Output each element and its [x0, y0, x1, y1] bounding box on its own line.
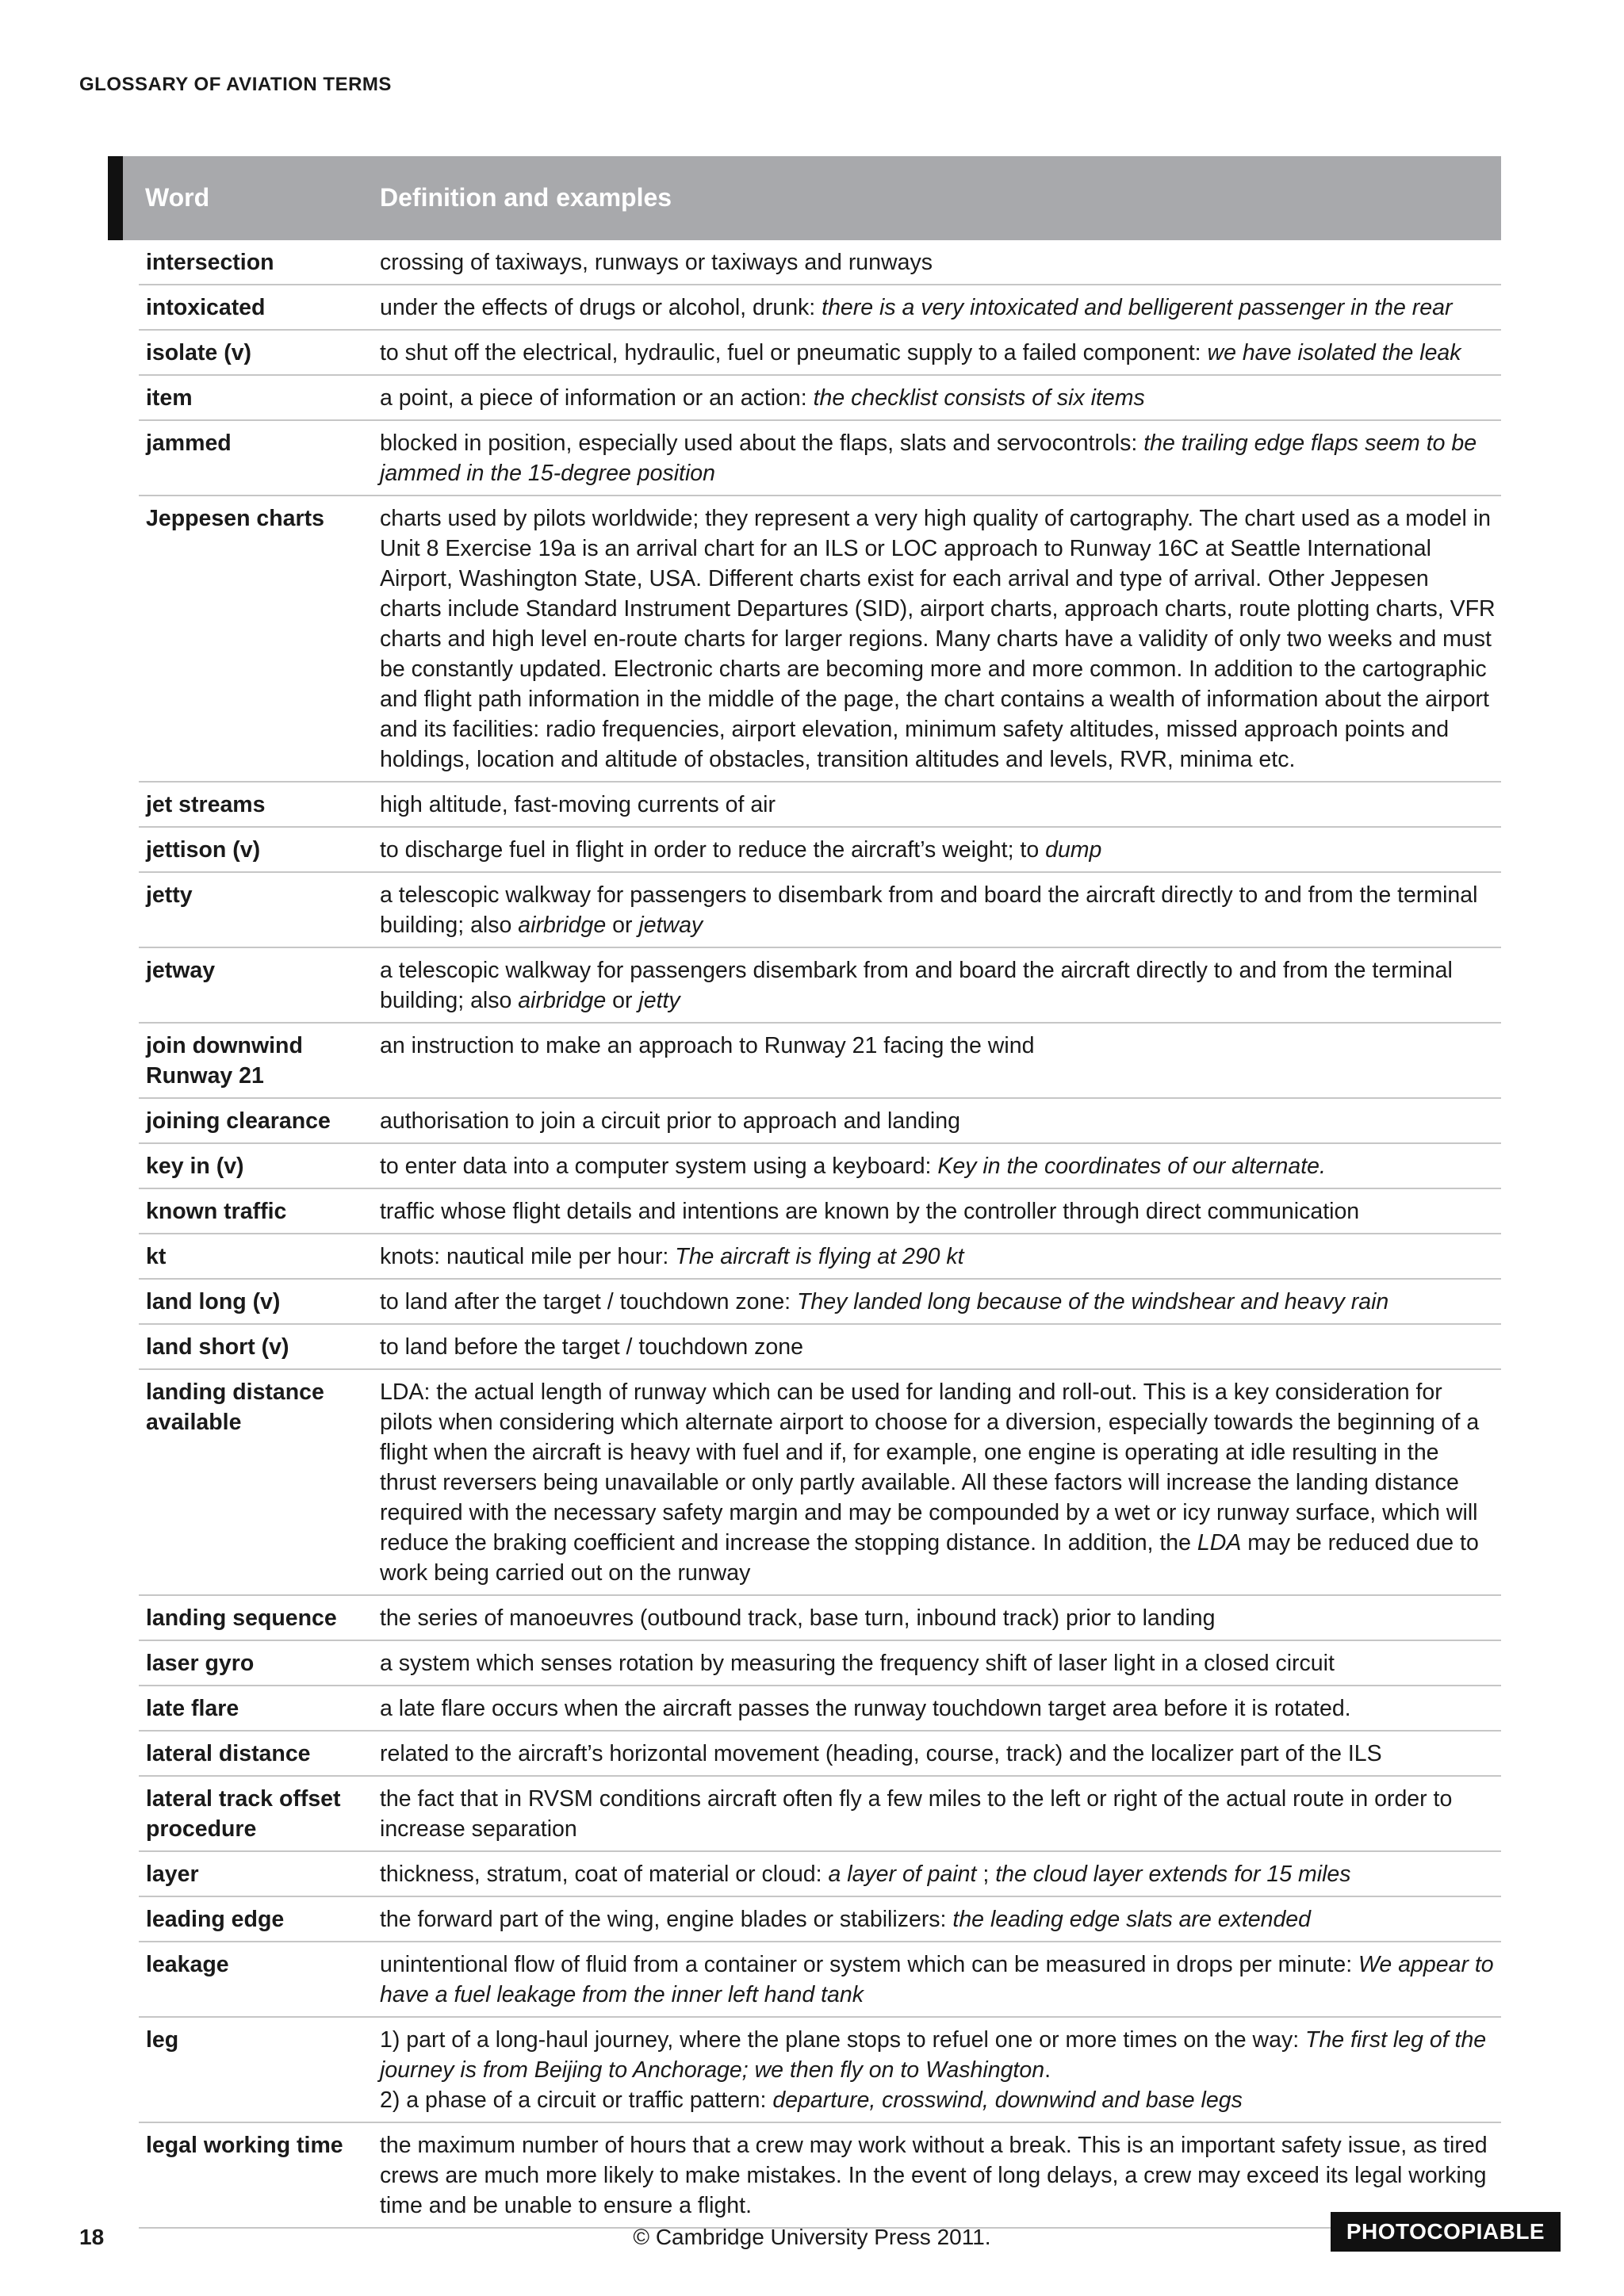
definition [380, 1648, 1501, 1678]
definition-text: thickness, stratum, coat of material or cloud: [380, 1862, 829, 1887]
table-row [139, 1897, 1501, 1942]
table-row [139, 240, 1501, 285]
definition-text: charts used by pilots worldwide; they represent a very high quality of cartography. The chart used as a model in Unit 8 Exercise 19a is an arrival chart for an ILS or LOC approach to Runway 16C at Seattle International Airport, Washington State, USA. Different charts exist for each arrival and type of arrival. Other Jeppesen charts include Standard Instrument Departures (SID), airport charts, approach charts, route plotting charts, VFR charts and high level en-route charts for larger regions. Many charts have a validity of only two weeks and must be constantly updated. Electronic charts are becoming more and more common. In addition to the cartographic and flight path information in the middle of the page, the chart contains a wealth of information about the airport and its facilities: radio frequencies, airport elevation, minimum safety altitudes, missed approach points and holdings, location and altitude of obstacles, transition altitudes and levels, RVR, minima etc. [380, 506, 1496, 772]
definition-text: to enter data into a computer system using a keyboard: [380, 1154, 938, 1179]
term: joining clearance [146, 1108, 331, 1134]
copyright-notice: © Cambridge University Press 2011. [633, 2225, 991, 2249]
definition-example: dump [1045, 837, 1102, 863]
definition [380, 955, 1501, 1016]
table-row [139, 1234, 1501, 1280]
definition-text: a telescopic walkway for passengers to disembark from and board the aircraft directly to and from the terminal building; also [380, 882, 1478, 938]
term: intersection [146, 250, 274, 275]
table-row [139, 1370, 1501, 1596]
table-row [139, 1024, 1501, 1099]
definition [380, 1196, 1501, 1226]
term: intoxicated [146, 295, 266, 320]
definition-text: the series of manoeuvres (outbound track, base turn, inbound track) prior to landing [380, 1605, 1216, 1631]
page-number: 18 [79, 2225, 105, 2249]
definition [380, 2130, 1501, 2221]
table-row [139, 421, 1501, 496]
definition-text: to discharge fuel in flight in order to reduce the aircraft’s weight; to [380, 837, 1046, 863]
term: legal working time [146, 2133, 343, 2158]
term: lateral distance [146, 1741, 311, 1766]
definition [380, 1031, 1501, 1091]
definition [380, 338, 1501, 368]
definition [380, 1784, 1501, 1844]
table-row [139, 828, 1501, 873]
term: lateral track offset procedure [146, 1786, 341, 1842]
definition-text: to land before the target / touchdown zone [380, 1334, 803, 1360]
term: landing sequence [146, 1605, 337, 1631]
definition-text: ; [976, 1862, 996, 1887]
table-row [139, 1686, 1501, 1732]
term: leg [146, 2027, 179, 2053]
definition-text: 2) a phase of a circuit or traffic pattern: [380, 2087, 773, 2113]
definition [380, 1739, 1501, 1769]
definition [380, 1693, 1501, 1724]
definition-text: or [606, 988, 639, 1013]
term: landing distance available [146, 1380, 324, 1435]
definition-example: there is a very intoxicated and belligerent passenger in the rear [822, 295, 1453, 320]
definition-text: to land after the target / touchdown zone: [380, 1289, 798, 1314]
table-row [139, 1325, 1501, 1370]
term: leading edge [146, 1907, 285, 1932]
definition [380, 835, 1501, 865]
definition [380, 1151, 1501, 1181]
definition-text: an instruction to make an approach to Runway 21 facing the wind [380, 1033, 1035, 1058]
definition-example: We appear to have a fuel leakage from the inner left hand tank [380, 1952, 1494, 2007]
definition-text: traffic whose flight details and intentions are known by the controller through direct communication [380, 1199, 1360, 1224]
table-row [139, 1596, 1501, 1641]
definition [380, 1242, 1501, 1272]
definition-text: knots: nautical mile per hour: [380, 1244, 676, 1269]
table-row [139, 285, 1501, 331]
definition-example: airbridge [518, 988, 607, 1013]
definition [380, 1859, 1501, 1889]
table-row [139, 1852, 1501, 1897]
table-row [139, 2123, 1501, 2229]
definition-text: related to the aircraft’s horizontal movement (heading, course, track) and the localizer part of the ILS [380, 1741, 1382, 1766]
definition-text: the maximum number of hours that a crew may work without a break. This is an important safety issue, as tired crews are much more likely to make mistakes. In the event of long delays, a crew may exceed its legal working time and be unable to ensure a flight. [380, 2133, 1488, 2218]
term: land short (v) [146, 1334, 289, 1360]
definition-example: The aircraft is flying at 290 kt [675, 1244, 964, 1269]
definition [380, 247, 1501, 277]
definition [380, 1287, 1501, 1317]
glossary-table-body [139, 240, 1501, 2229]
definition [380, 428, 1501, 488]
term: jammed [146, 430, 232, 456]
definition [380, 790, 1501, 820]
definition-text: crossing of taxiways, runways or taxiways and runways [380, 250, 933, 275]
term: Jeppesen charts [146, 506, 324, 531]
definition [380, 1106, 1501, 1136]
definition-text: to shut off the electrical, hydraulic, fuel or pneumatic supply to a failed component: [380, 340, 1208, 365]
definition-example: The first leg of the journey is from Beijing to Anchorage; we then fly on to Washington [380, 2027, 1487, 2083]
definition-text: high altitude, fast-moving currents of air [380, 792, 776, 817]
definition [380, 880, 1501, 940]
term: late flare [146, 1696, 239, 1721]
definition [380, 2025, 1501, 2115]
definition [380, 383, 1501, 413]
table-row [139, 1189, 1501, 1234]
definition-text: or [606, 913, 639, 938]
term: layer [146, 1862, 199, 1887]
table-row [139, 496, 1501, 783]
term: land long (v) [146, 1289, 281, 1314]
table-row [139, 783, 1501, 828]
term: laser gyro [146, 1651, 255, 1676]
column-header-definition: Definition and examples [380, 183, 672, 212]
table-row [139, 1280, 1501, 1325]
term: key in (v) [146, 1154, 244, 1179]
definition-example: Key in the coordinates of our alternate. [937, 1154, 1326, 1179]
table-row [139, 1641, 1501, 1686]
definition-text: the fact that in RVSM conditions aircraft often fly a few miles to the left or right of the actual route in order to increase separation [380, 1786, 1453, 1842]
definition-example: the checklist consists of six items [813, 385, 1145, 411]
definition [380, 1377, 1501, 1588]
definition-example: the leading edge slats are extended [952, 1907, 1311, 1932]
definition-text: LDA: the actual length of runway which can be used for landing and roll-out. This is a key consideration for pilots when considering which alternate airport to choose for a diversion, especially towards the beginning of a flight when the aircraft is heavy with fuel and if, for example, one engine is operating at idle resulting in the thrust reversers being unavailable or only partly available. All these factors will increase the landing distance required with the necessary safety margin and may be compounded by a wet or icy runway surface, which will reduce the braking coefficient and increase the stopping distance. In addition, the [380, 1380, 1480, 1556]
definition [380, 503, 1501, 775]
definition-example: LDA [1197, 1530, 1242, 1556]
definition-text: under the effects of drugs or alcohol, drunk: [380, 295, 822, 320]
definition [380, 1332, 1501, 1362]
term: jetway [146, 958, 216, 983]
definition-text: may be reduced due to work being carried out on the runway [380, 1530, 1479, 1586]
definition-example: the cloud layer extends for 15 miles [995, 1862, 1351, 1887]
definition-text: . [1044, 2057, 1051, 2083]
column-header-word: Word [145, 183, 210, 212]
term: known traffic [146, 1199, 287, 1224]
definition-text: the forward part of the wing, engine blades or stabilizers: [380, 1907, 953, 1932]
photocopiable-badge: PHOTOCOPIABLE [1331, 2212, 1561, 2252]
table-row [139, 1732, 1501, 1777]
table-row [139, 1777, 1501, 1852]
page-title: GLOSSARY OF AVIATION TERMS [79, 74, 392, 95]
term: jet streams [146, 792, 266, 817]
term: kt [146, 1244, 167, 1269]
definition-example: the trailing edge flaps seem to be jammed in the 15-degree position [380, 430, 1477, 486]
definition-text: a point, a piece of information or an action: [380, 385, 814, 411]
definition-example: jetway [638, 913, 703, 938]
table-header [123, 156, 1501, 240]
definition-example: departure, crosswind, downwind and base legs [772, 2087, 1243, 2113]
definition-text: authorisation to join a circuit prior to approach and landing [380, 1108, 960, 1134]
table-row [139, 1144, 1501, 1189]
definition [380, 1603, 1501, 1633]
term: jettison (v) [146, 837, 261, 863]
table-row [139, 948, 1501, 1024]
definition [380, 1950, 1501, 2010]
table-row [139, 331, 1501, 376]
definition [380, 293, 1501, 323]
definition-example: airbridge [518, 913, 607, 938]
definition-text: 1) part of a long-haul journey, where the plane stops to refuel one or more times on the way: [380, 2027, 1306, 2053]
header-accent-bar [108, 156, 123, 240]
definition-text: a telescopic walkway for passengers disembark from and board the aircraft directly to and from the terminal building; also [380, 958, 1453, 1013]
table-row [139, 873, 1501, 948]
definition-example: we have isolated the leak [1207, 340, 1461, 365]
definition-example: They landed long because of the windshear and heavy rain [797, 1289, 1389, 1314]
term: leakage [146, 1952, 229, 1977]
table-row [139, 1942, 1501, 2018]
definition-text: a late flare occurs when the aircraft passes the runway touchdown target area before it is rotated. [380, 1696, 1351, 1721]
term: join downwind Runway 21 [146, 1033, 303, 1089]
definition [380, 1904, 1501, 1934]
table-row [139, 1099, 1501, 1144]
definition-text: a system which senses rotation by measuring the frequency shift of laser light in a closed circuit [380, 1651, 1335, 1676]
term: jetty [146, 882, 193, 908]
term: isolate (v) [146, 340, 252, 365]
table-row [139, 376, 1501, 421]
term: item [146, 385, 193, 411]
definition-text: unintentional flow of fluid from a container or system which can be measured in drops per minute: [380, 1952, 1359, 1977]
definition-text: blocked in position, especially used about the flaps, slats and servocontrols: [380, 430, 1144, 456]
definition-example: a layer of paint [828, 1862, 977, 1887]
table-row [139, 2018, 1501, 2123]
definition-example: jetty [638, 988, 680, 1013]
